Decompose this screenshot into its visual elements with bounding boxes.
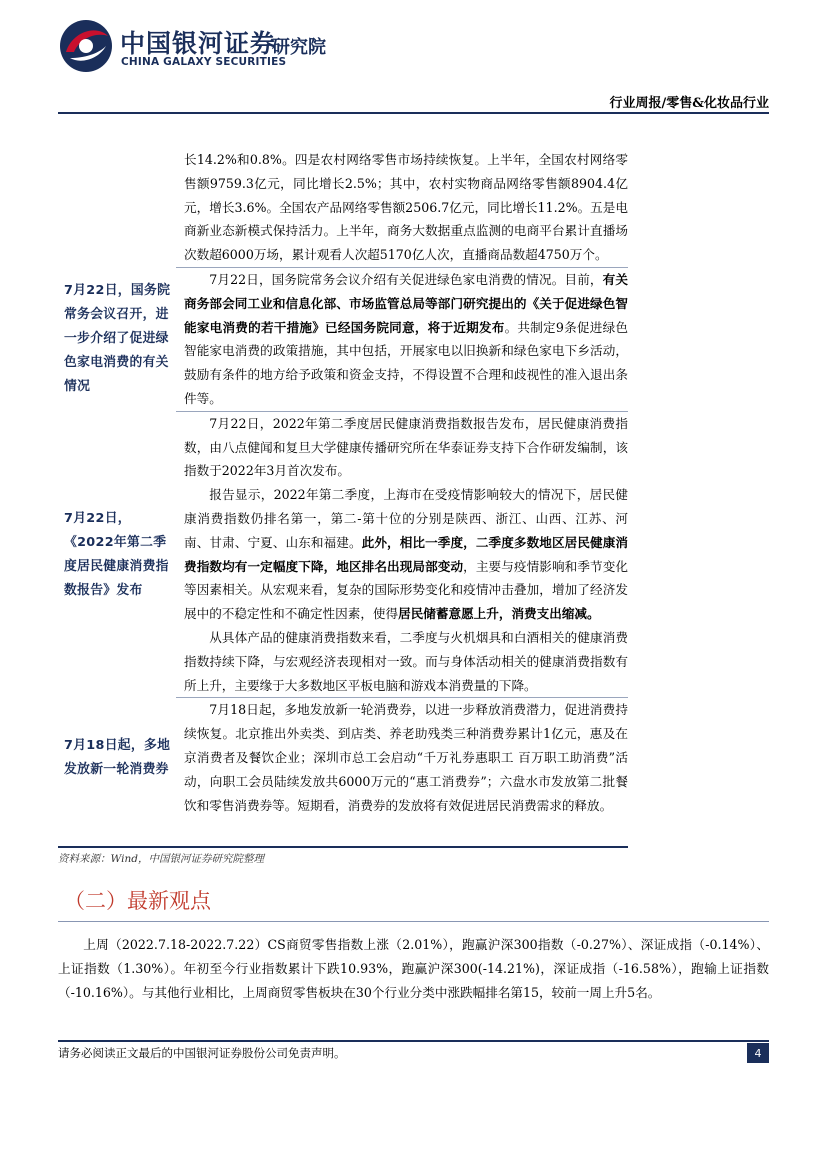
- brand-name-cn: 中国银河证券: [120, 29, 277, 58]
- table-row: [58, 412, 628, 698]
- row-body: [176, 148, 628, 267]
- galaxy-logo-icon: [58, 18, 114, 74]
- table-row: [58, 268, 628, 411]
- source-note: 资料来源：Wind，中国银河证券研究院整理: [58, 853, 264, 865]
- body-paragraph: [184, 148, 628, 267]
- brand-institute: 研究院: [272, 37, 326, 58]
- row-body: [176, 412, 628, 698]
- body-paragraph: [184, 698, 628, 817]
- row-heading-cell: [58, 412, 176, 698]
- table-row: [58, 698, 628, 817]
- section-title: （二）最新观点: [64, 889, 211, 913]
- row-body: [176, 698, 628, 817]
- section-paragraph: 上周（2022.7.18-2022.7.22）CS商贸零售指数上涨（2.01%），跑赢沪深300指数（-0.27%）、深证成指（-0.14%）、上证指数（1.30%）。年初至今行业指数累计下跌10.93%，跑赢沪深300(-14.21%)，深证成指（-16.58%），跑输上证指数（-10.16%）。与其他行业相比，上周商贸零售板块在30个行业分类中涨跌幅排名第15，较前一周上升5名。: [58, 937, 769, 1000]
- brand-name-en: CHINA GALAXY SECURITIES: [121, 56, 287, 68]
- text-segment: 7月18日起，多地发放新一轮消费券，以进一步释放消费潜力，促进消费持续恢复。北京推出外卖类、到店类、养老助残类三种消费券累计1亿元，惠及在京消费者及餐饮企业；深圳市总工会启动“千万礼券惠职工 百万职工助消费”活动，向职工会员陆续发放共6000万元的“惠工消费券”；六盘水市发放第二批餐饮和零售消费券等。短期看，消费券的发放将有效促进居民消费需求的释放。: [184, 702, 628, 813]
- text-segment: 从具体产品的健康消费指数来看，二季度与火机烟具和白酒相关的健康消费指数持续下降，与宏观经济表现相对一致。而与身体活动相关的健康消费指数有所上升，主要缘于大多数地区平板电脑和游戏本消费量的下降。: [184, 629, 628, 693]
- footer-divider: [58, 1040, 769, 1042]
- text-segment: 报告显示，2022年第二季度，上海市在受疫情影响较大的情况下，居民健康消费指数仍排名第一，第二-第十位的分别是陕西、浙江、山西、江苏、河南、甘肃、宁夏、山东和福建。: [184, 487, 628, 550]
- text-segment: ，主要与疫情影响和季节变化等因素相关。从宏观来看，复杂的国际形势变化和疫情冲击叠加，增加了经济发展中的不稳定性和不确定性因素，使得: [184, 558, 629, 622]
- section-body: [58, 933, 769, 1004]
- header-divider: [58, 112, 769, 114]
- page-number: 4: [747, 1043, 769, 1063]
- disclaimer: 请务必阅读正文最后的中国银河证券股份公司免责声明。: [58, 1046, 346, 1060]
- bold-text: 有关商务部会同工业和信息化部、市场监管总局等部门研究提出的《关于促进绿色智能家电消费的若干措施》已经国务院同意，将于近期发布: [184, 271, 628, 335]
- row-heading-cell: [58, 268, 176, 411]
- row-heading-cell: [58, 148, 176, 267]
- text-segment: 。共制定9条促进绿色智能家电消费的政策措施，其中包括，开展家电以旧换新和绿色家电下乡活动，鼓励有条件的地方给予政策和资金支持，不得设置不合理和歧视性的准入退出条件等。: [184, 319, 628, 406]
- row-heading: 7月22日，国务院常务会议召开，进一步介绍了促进绿色家电消费的有关情况: [64, 283, 171, 395]
- table-bottom-rule: [58, 846, 628, 848]
- body-paragraph: [184, 483, 628, 626]
- report-type: 行业周报/零售&化妆品行业: [609, 96, 769, 111]
- bold-text: 居民储蓄意愿上升，消费支出缩减。: [398, 606, 600, 622]
- row-heading: 7月18日起，多地发放新一轮消费券: [64, 737, 171, 777]
- text-segment: 7月22日，国务院常务会议介绍有关促进绿色家电消费的情况。目前，: [209, 271, 603, 287]
- body-paragraph: [184, 412, 628, 483]
- row-heading: 7月22日，《2022年第二季度居民健康消费指数报告》发布: [64, 510, 169, 598]
- row-body: [176, 268, 628, 411]
- news-table: [58, 148, 628, 817]
- text-segment: 长14.2%和0.8%。四是农村网络零售市场持续恢复。上半年，全国农村网络零售额9759.3亿元，同比增长2.5%；其中，农村实物商品网络零售额8904.4亿元，增长3.6%。全国农产品网络零售额2506.7亿元，同比增长11.2%。五是电商新业态新模式保持活力。上半年，商务大数据重点监测的电商平台累计直播场次数超6000万场，累计观看人次超5170亿人次，直播商品数超4750万个。: [184, 152, 628, 263]
- table-row: [58, 148, 628, 267]
- body-paragraph: [184, 626, 628, 697]
- body-paragraph: [184, 268, 628, 411]
- bold-text: 此外，相比一季度，二季度多数地区居民健康消费指数均有一定幅度下降，地区排名出现局部变动: [184, 534, 629, 574]
- row-heading-cell: [58, 698, 176, 817]
- section-divider: [58, 921, 769, 922]
- text-segment: 7月22日，2022年第二季度居民健康消费指数报告发布，居民健康消费指数，由八点健闻和复旦大学健康传播研究所在华泰证券支持下合作研发编制，该指数于2022年3月首次发布。: [184, 415, 628, 479]
